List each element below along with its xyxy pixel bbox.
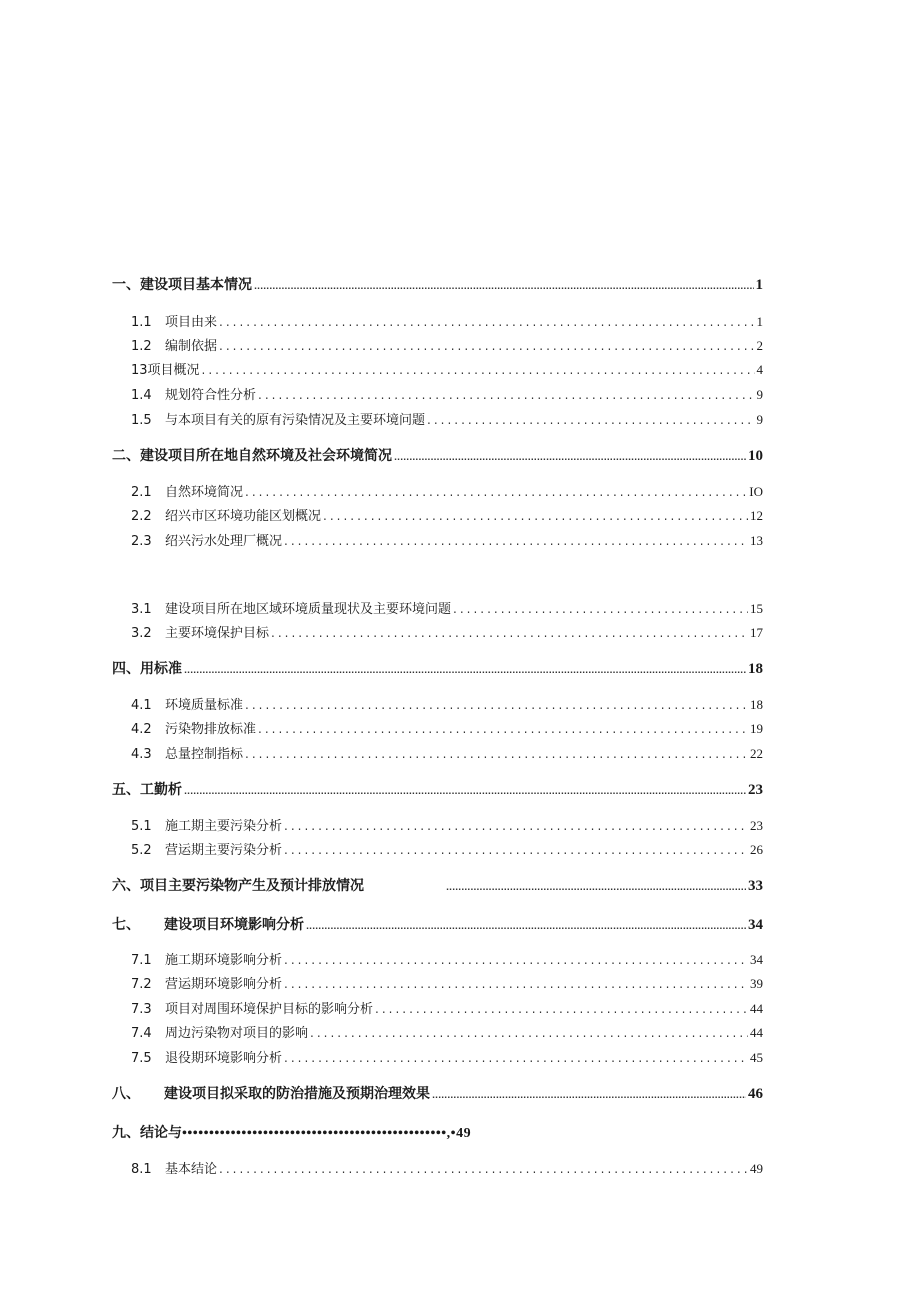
toc-entry-page: •••••••••••••••••••••••••••••••••••••••••••••••••,•49 xyxy=(182,1126,472,1141)
toc-entry-4[interactable] xyxy=(112,658,763,678)
dot-leader xyxy=(375,1002,748,1016)
dot-leader xyxy=(184,666,746,675)
toc-entry-page: 44 xyxy=(750,1025,763,1040)
dot-leader xyxy=(284,819,748,833)
toc-entry-6[interactable] xyxy=(112,875,763,895)
toc-entry-title: 绍兴污水处理厂概况 xyxy=(165,534,283,549)
toc-entry-number: 4.3 xyxy=(131,747,152,762)
dot-leader xyxy=(219,1162,748,1176)
toc-entry-title: 营运期环境影响分析 xyxy=(165,977,283,992)
toc-entry-3-1[interactable] xyxy=(131,598,763,617)
toc-entry-7-3[interactable] xyxy=(131,998,763,1017)
dot-leader xyxy=(219,315,754,329)
toc-entry-4-1[interactable] xyxy=(131,694,763,713)
dot-leader xyxy=(453,602,748,616)
toc-entry-9[interactable] xyxy=(112,1122,471,1142)
toc-entry-4-2[interactable] xyxy=(131,718,763,737)
toc-entry-title: 规划符合性分析 xyxy=(165,388,257,403)
toc-entry-title: 施工期环境影响分析 xyxy=(165,953,283,968)
toc-entry-title: 用标准 xyxy=(140,661,182,677)
dot-leader xyxy=(258,722,748,736)
toc-entry-page: 10 xyxy=(748,448,763,464)
toc-entry-7-2[interactable] xyxy=(131,973,763,992)
dot-leader xyxy=(271,626,748,640)
toc-entry-2-3[interactable] xyxy=(131,530,763,549)
dot-leader xyxy=(245,747,748,761)
toc-entry-title: 13项目概况 xyxy=(131,363,200,378)
toc-entry-page: 39 xyxy=(750,976,763,991)
toc-entry-number: 六、 xyxy=(112,878,140,894)
toc-entry-7-1[interactable] xyxy=(131,949,763,968)
toc-entry-page: 12 xyxy=(750,508,763,523)
toc-entry-title: 工勤析 xyxy=(140,782,182,798)
dot-leader xyxy=(245,698,748,712)
toc-entry-number: 四、 xyxy=(112,661,140,677)
toc-entry-title: 建设项目基本情况 xyxy=(140,277,252,293)
toc-entry-page: 9 xyxy=(756,387,763,402)
toc-entry-number: 2.2 xyxy=(131,509,152,524)
toc-entry-title: 建设项目所在地自然环境及社会环境简况 xyxy=(140,448,392,464)
toc-entry-number: 8.1 xyxy=(131,1162,152,1177)
toc-entry-page: 33 xyxy=(748,878,763,894)
toc-entry-number: 八、 xyxy=(112,1086,140,1102)
dot-leader xyxy=(306,922,746,931)
toc-entry-title: 总量控制指标 xyxy=(165,747,244,762)
toc-entry-page: IO xyxy=(749,484,763,499)
toc-entry-3-2[interactable] xyxy=(131,622,763,641)
toc-entry-1[interactable] xyxy=(112,274,763,294)
toc-entry-title: 项目由来 xyxy=(165,315,218,330)
toc-entry-4-3[interactable] xyxy=(131,743,763,762)
toc-entry-page: 49 xyxy=(750,1161,763,1176)
toc-entry-title: 施工期主要污染分析 xyxy=(165,819,283,834)
toc-entry-number: 7.1 xyxy=(131,953,152,968)
toc-entry-title: 建设项目环境影响分析 xyxy=(164,917,304,933)
toc-entry-number: 5.2 xyxy=(131,843,152,858)
toc-entry-page: 44 xyxy=(750,1001,763,1016)
toc-entry-page: 18 xyxy=(748,661,763,677)
toc-entry-5-2[interactable] xyxy=(131,839,763,858)
toc-entry-page: 17 xyxy=(750,625,763,640)
toc-entry-page: 1 xyxy=(756,314,763,329)
dot-leader xyxy=(184,787,746,796)
toc-entry-page: 15 xyxy=(750,601,763,616)
toc-entry-page: 46 xyxy=(748,1086,763,1102)
dot-leader xyxy=(284,534,748,548)
toc-entry-page: 22 xyxy=(750,746,763,761)
dot-leader xyxy=(284,977,748,991)
toc-entry-page: 2 xyxy=(756,338,763,353)
toc-entry-title: 编制依据 xyxy=(165,339,218,354)
toc-entry-number: 七、 xyxy=(112,917,140,933)
toc-entry-7[interactable] xyxy=(112,914,763,934)
toc-entry-number: 7.2 xyxy=(131,977,152,992)
toc-entry-2-1[interactable] xyxy=(131,481,763,500)
dot-leader xyxy=(245,485,747,499)
toc-entry-title: 基本结论 xyxy=(165,1162,218,1177)
toc-entry-number: 4.1 xyxy=(131,698,152,713)
toc-entry-page: 34 xyxy=(750,952,763,967)
toc-entry-7-4[interactable] xyxy=(131,1022,763,1041)
toc-entry-title: 绍兴市区环境功能区划概况 xyxy=(165,509,322,524)
toc-entry-8[interactable] xyxy=(112,1083,763,1103)
toc-entry-page: 13 xyxy=(750,533,763,548)
toc-entry-page: 23 xyxy=(750,818,763,833)
toc-entry-1-4[interactable] xyxy=(131,384,763,403)
toc-entry-number: 2.3 xyxy=(131,534,152,549)
dot-leader xyxy=(310,1026,748,1040)
toc-entry-number: 7.4 xyxy=(131,1026,152,1041)
toc-entry-page: 4 xyxy=(756,362,763,377)
toc-entry-title: 污染物排放标准 xyxy=(165,722,257,737)
dot-leader xyxy=(258,388,754,402)
toc-entry-8-1[interactable] xyxy=(131,1158,763,1177)
toc-entry-title: 退役期环境影响分析 xyxy=(165,1051,283,1066)
toc-entry-number: 九、 xyxy=(112,1125,140,1141)
toc-entry-title: 自然环境简况 xyxy=(165,485,244,500)
toc-entry-2-2[interactable] xyxy=(131,505,763,524)
toc-entry-title: 项目对周围环境保护目标的影响分析 xyxy=(165,1002,374,1017)
dot-leader xyxy=(284,953,748,967)
dot-leader xyxy=(284,843,748,857)
toc-entry-page: 23 xyxy=(748,782,763,798)
toc-entry-number: 五、 xyxy=(112,782,140,798)
toc-entry-number: 1.4 xyxy=(131,388,152,403)
toc-entry-1-1[interactable] xyxy=(131,311,763,330)
toc-entry-title: 周边污染物对项目的影响 xyxy=(165,1026,309,1041)
toc-entry-number: 1.5 xyxy=(131,413,152,428)
dot-leader xyxy=(432,1091,746,1100)
toc-entry-number: 2.1 xyxy=(131,485,152,500)
toc-entry-number: 5.1 xyxy=(131,819,152,834)
toc-entry-page: 45 xyxy=(750,1050,763,1065)
dot-leader xyxy=(284,1051,748,1065)
toc-entry-number: 二、 xyxy=(112,448,140,464)
toc-entry-title: 环境质量标准 xyxy=(165,698,244,713)
toc-entry-1-5[interactable] xyxy=(131,409,763,428)
toc-entry-number: 3.1 xyxy=(131,602,152,617)
dot-leader xyxy=(202,363,755,377)
toc-entry-title: 建设项目拟采取的防治措施及预期治理效果 xyxy=(164,1086,430,1102)
toc-entry-number: 3.2 xyxy=(131,626,152,641)
dot-leader xyxy=(394,453,746,462)
toc-entry-title: 营运期主要污染分析 xyxy=(165,843,283,858)
toc-entry-title: 结论与 xyxy=(140,1125,182,1141)
toc-entry-title: 建设项目所在地区域环境质量现状及主要环境问题 xyxy=(165,602,452,617)
toc-entry-page: 18 xyxy=(750,697,763,712)
toc-entry-1-2[interactable] xyxy=(131,335,763,354)
dot-leader xyxy=(427,413,754,427)
toc-entry-5[interactable] xyxy=(112,779,763,799)
toc-entry-number: 7.5 xyxy=(131,1051,152,1066)
toc-entry-number: 1.1 xyxy=(131,315,152,330)
toc-entry-2[interactable] xyxy=(112,445,763,465)
toc-entry-number: 1.2 xyxy=(131,339,152,354)
toc-entry-title: 与本项目有关的原有污染情况及主要环境问题 xyxy=(165,413,426,428)
toc-entry-number: 4.2 xyxy=(131,722,152,737)
toc-entry-page: 26 xyxy=(750,842,763,857)
toc-entry-5-1[interactable] xyxy=(131,815,763,834)
toc-entry-page: 34 xyxy=(748,917,763,933)
toc-entry-page: 19 xyxy=(750,721,763,736)
toc-entry-1-3[interactable] xyxy=(131,359,763,378)
toc-entry-page: 9 xyxy=(756,412,763,427)
toc-entry-title: 主要环境保护目标 xyxy=(165,626,270,641)
toc-entry-number: 一、 xyxy=(112,277,140,293)
toc-entry-page: 1 xyxy=(755,277,763,293)
dot-leader xyxy=(323,509,748,523)
toc-entry-title: 项目主要污染物产生及预计排放情况 xyxy=(140,878,364,894)
toc-entry-number: 7.3 xyxy=(131,1002,152,1017)
dot-leader xyxy=(446,883,746,892)
toc-entry-7-5[interactable] xyxy=(131,1047,763,1066)
dot-leader xyxy=(219,339,754,353)
dot-leader xyxy=(254,282,754,291)
